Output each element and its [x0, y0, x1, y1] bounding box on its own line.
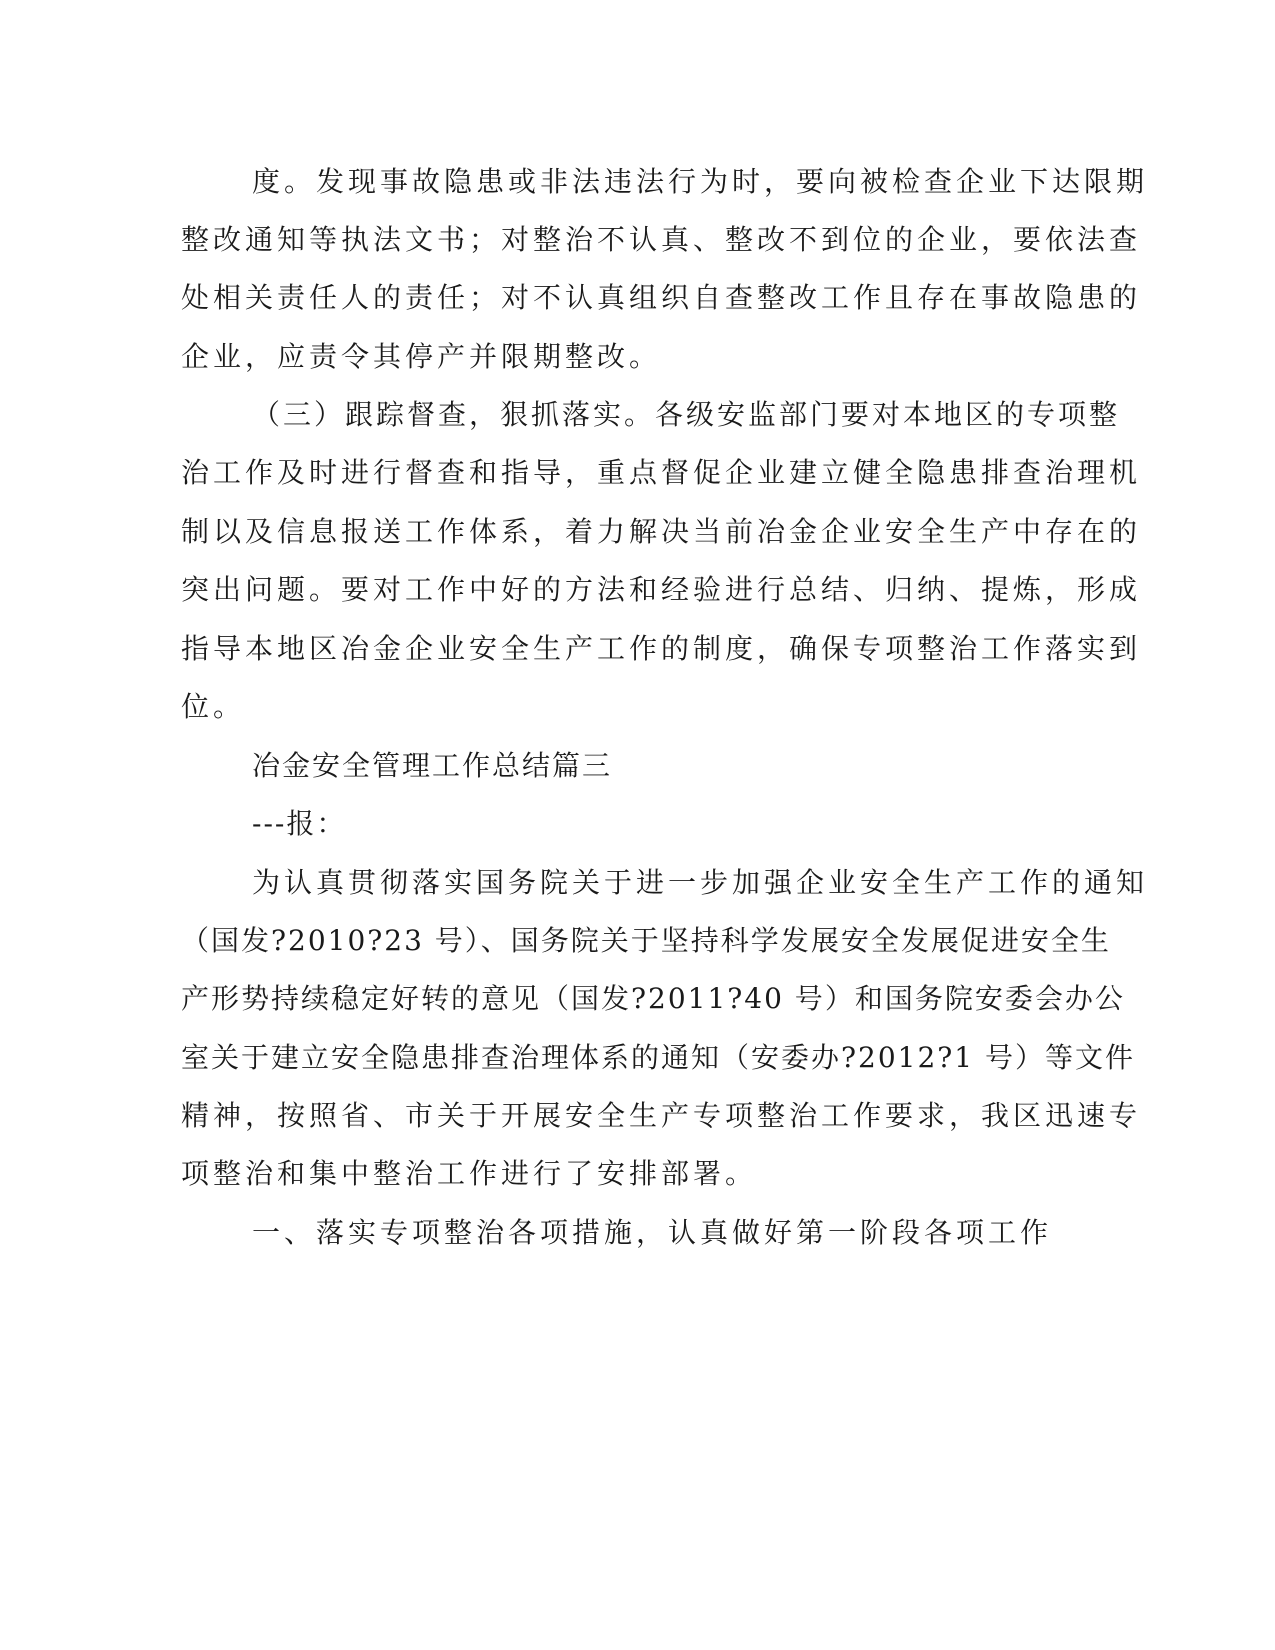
- text-line: 整改通知等执法文书；对整治不认真、整改不到位的企业，要依法查: [181, 223, 1142, 256]
- text-line: 项整治和集中整治工作进行了安排部署。: [181, 1157, 758, 1190]
- text-line: 处相关责任人的责任；对不认真组织自查整改工作且存在事故隐患的: [181, 281, 1142, 314]
- text-line: 为认真贯彻落实国务院关于进一步加强企业安全生产工作的通知: [252, 866, 1149, 899]
- text-line: 位。: [181, 690, 246, 723]
- text-line: 制以及信息报送工作体系，着力解决当前冶金企业安全生产中存在的: [181, 515, 1142, 548]
- report-line: ---报：: [252, 807, 347, 840]
- text-line: 指导本地区冶金企业安全生产工作的制度，确保专项整治工作落实到: [181, 632, 1142, 665]
- section-title: 冶金安全管理工作总结篇三: [252, 749, 613, 782]
- text-line: （国发?2010?23 号）、国务院关于坚持科学发展安全发展促进安全生: [181, 924, 1111, 957]
- text-line: （三）跟踪督查，狠抓落实。各级安监部门要对本地区的专项整: [252, 398, 1121, 431]
- subheading: 一、落实专项整治各项措施，认真做好第一阶段各项工作: [252, 1216, 1053, 1249]
- text-line: 突出问题。要对工作中好的方法和经验进行总结、归纳、提炼，形成: [181, 573, 1142, 606]
- text-line: 精神，按照省、市关于开展安全生产专项整治工作要求，我区迅速专: [181, 1099, 1142, 1132]
- text-line: 度。发现事故隐患或非法违法行为时，要向被检查企业下达限期: [252, 165, 1149, 198]
- text-line: 治工作及时进行督查和指导，重点督促企业建立健全隐患排查治理机: [181, 456, 1142, 489]
- text-line: 企业，应责令其停产并限期整改。: [181, 340, 662, 373]
- text-line: 产形势持续稳定好转的意见（国发?2011?40 号）和国务院安委会办公: [181, 982, 1125, 1015]
- text-line: 室关于建立安全隐患排查治理体系的通知（安委办?2012?1 号）等文件: [181, 1041, 1135, 1074]
